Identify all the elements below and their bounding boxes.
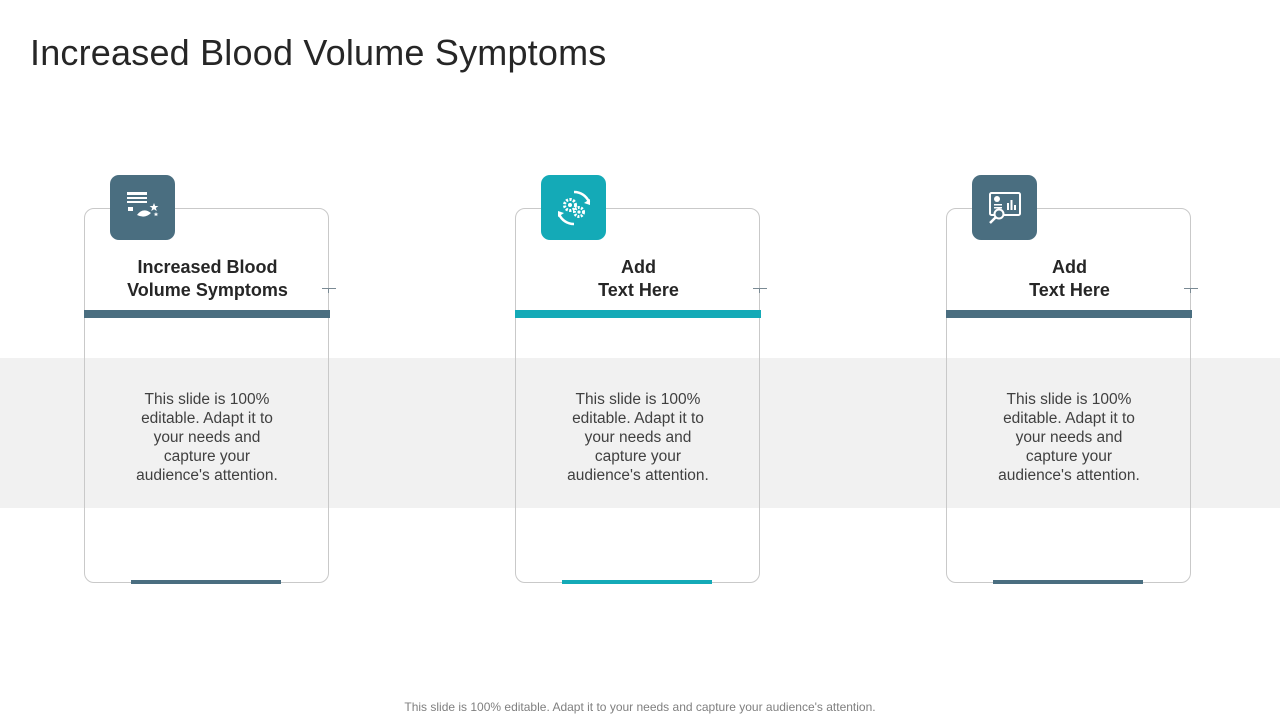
gears-cycle-icon xyxy=(553,187,595,229)
card-3-title-line2: Text Here xyxy=(1029,280,1110,300)
card-1-tick xyxy=(322,288,336,289)
card-3-title xyxy=(947,256,1192,302)
footer-note: This slide is 100% editable. Adapt it to your needs and capture your audience's attention. xyxy=(404,700,876,714)
card-1-title-line2: Volume Symptoms xyxy=(127,280,288,300)
card-1 xyxy=(84,208,329,583)
analytics-monitor-icon xyxy=(985,188,1025,228)
card-1-bottom-bar xyxy=(131,580,281,584)
card-2-icon-box xyxy=(541,175,606,240)
card-3 xyxy=(946,208,1191,583)
card-1-title-line1: Increased Blood xyxy=(137,257,278,277)
card-2-body: This slide is 100% editable. Adapt it to your needs and capture your audience's attention. xyxy=(567,391,709,484)
card-2-title-line2: Text Here xyxy=(598,280,679,300)
card-2 xyxy=(515,208,760,583)
card-3-icon-box xyxy=(972,175,1037,240)
card-2-tick xyxy=(753,288,767,289)
card-2-bottom-bar xyxy=(562,580,712,584)
card-3-title-line1: Add xyxy=(1052,257,1087,277)
card-1-accent-bar xyxy=(84,310,330,318)
card-3-tick xyxy=(1184,288,1198,289)
card-2-accent-bar xyxy=(515,310,761,318)
card-1-body: This slide is 100% editable. Adapt it to your needs and capture your audience's attention. xyxy=(136,391,278,484)
card-3-bottom-bar xyxy=(993,580,1143,584)
card-3-accent-bar xyxy=(946,310,1192,318)
presentation-chat-icon xyxy=(123,188,163,228)
card-1-icon-box xyxy=(110,175,175,240)
card-2-title xyxy=(516,256,761,302)
card-3-body: This slide is 100% editable. Adapt it to your needs and capture your audience's attention. xyxy=(998,391,1140,484)
card-2-title-line1: Add xyxy=(621,257,656,277)
slide-title: Increased Blood Volume Symptoms xyxy=(30,32,607,73)
card-1-title xyxy=(85,256,330,302)
